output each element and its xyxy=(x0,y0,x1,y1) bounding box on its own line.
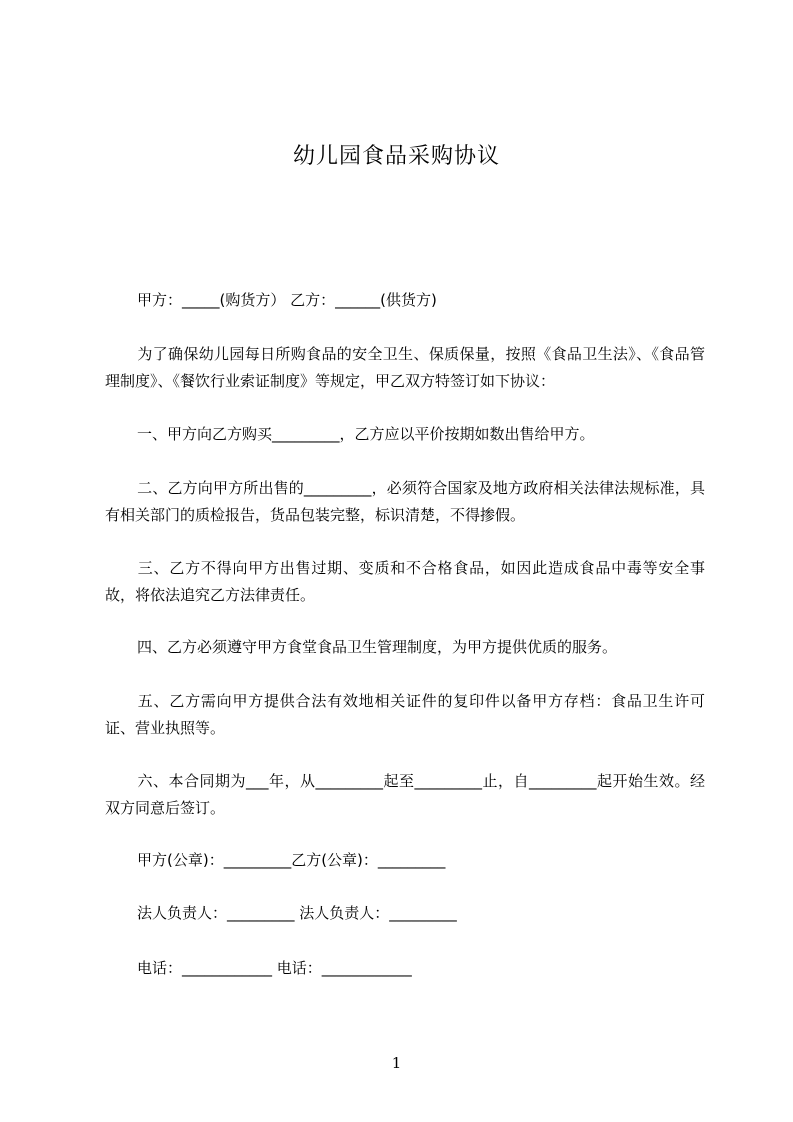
preamble-paragraph xyxy=(105,341,705,395)
page-number: 1 xyxy=(391,1054,402,1072)
seal-signature-line: 甲方(公章)：_________乙方(公章)：_________ xyxy=(137,851,446,869)
clause-3 xyxy=(105,555,705,609)
clause-6 xyxy=(105,768,705,822)
clause-5-text: 五、乙方需向甲方提供合法有效地相关证件的复印件以备甲方存档：食品卫生许可证、营业执照等。 xyxy=(105,692,705,737)
document-title: 幼儿园食品采购协议 xyxy=(292,144,500,169)
clause-2 xyxy=(105,475,705,529)
clause-4: 四、乙方必须遵守甲方食堂食品卫生管理制度，为甲方提供优质的服务。 xyxy=(137,638,618,656)
clause-5 xyxy=(105,688,705,742)
parties-line: 甲方：_____(购货方） 乙方：______(供货方) xyxy=(137,291,437,309)
legal-rep-signature-line: 法人负责人：_________ 法人负责人：_________ xyxy=(137,904,457,922)
clause-1: 一、甲方向乙方购买_________，乙方应以平价按期如数出售给甲方。 xyxy=(137,425,595,443)
clause-3-text: 三、乙方不得向甲方出售过期、变质和不合格食品，如因此造成食品中毒等安全事故，将依法追究乙方法律责任。 xyxy=(105,559,705,604)
phone-signature-line: 电话：____________ 电话：____________ xyxy=(137,959,412,977)
preamble-text: 为了确保幼儿园每日所购食品的安全卫生、保质保量，按照《食品卫生法》、《食品管理制度》、《餐饮行业索证制度》等规定，甲乙双方特签订如下协议： xyxy=(105,345,705,390)
clause-6-text: 六、本合同期为___年，从_________起至_________止，自_________起开始生效。经双方同意后签订。 xyxy=(105,772,705,817)
clause-2-text: 二、乙方向甲方所出售的_________，必须符合国家及地方政府相关法律法规标准，具有相关部门的质检报告，货品包装完整，标识清楚，不得掺假。 xyxy=(105,479,705,524)
